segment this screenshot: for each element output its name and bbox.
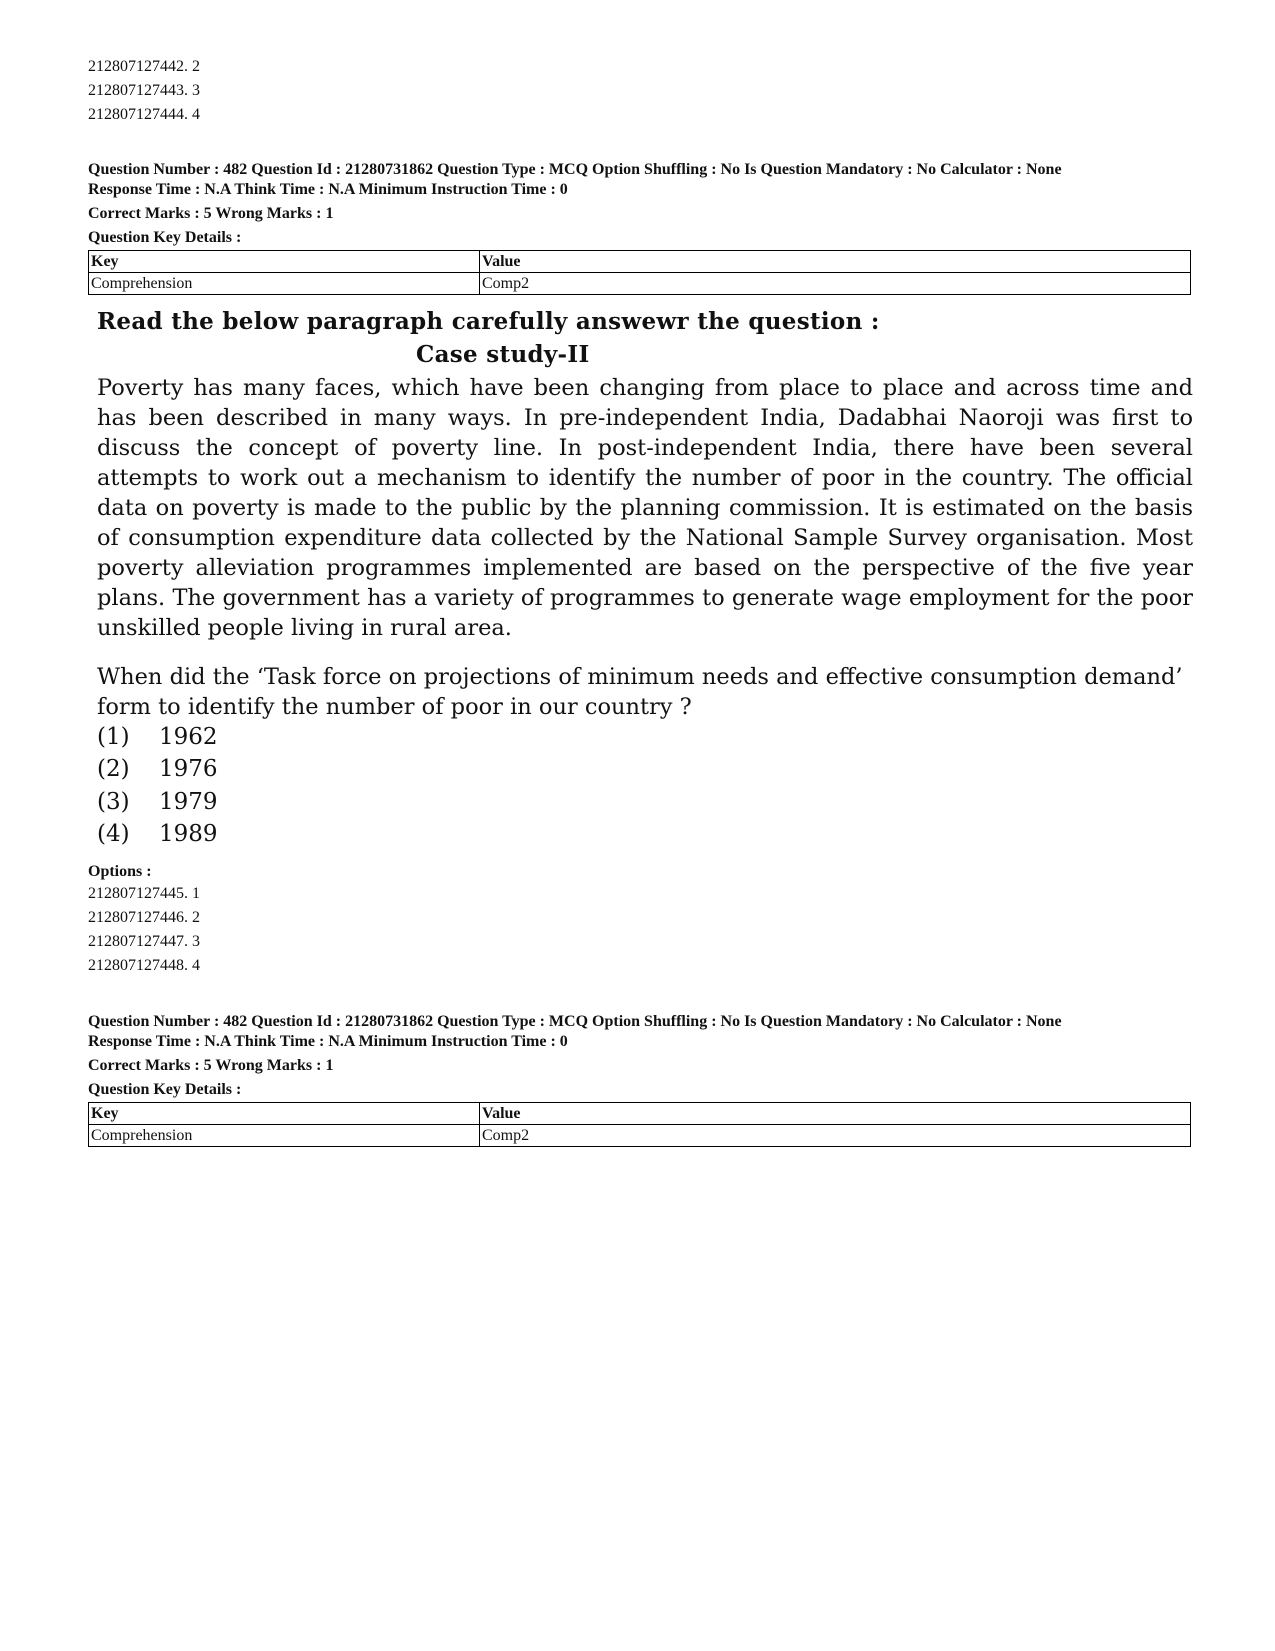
value-cell: Comp2 xyxy=(480,273,1191,295)
passage-subheading: Case study-II xyxy=(416,341,590,368)
question-meta-line1: Question Number : 482 Question Id : 21280731862 Question Type : MCQ Option Shuffling : No Is Question Mandatory : No Calculator : None xyxy=(88,161,1062,178)
key-cell: Comprehension xyxy=(89,273,480,295)
choice-number: (3) xyxy=(97,789,130,815)
prev-option-2: 212807127442. 2 xyxy=(88,58,200,75)
passage-heading: Read the below paragraph carefully answewr the question : xyxy=(97,308,880,335)
question-key-table xyxy=(88,1102,1191,1147)
key-details-label: Question Key Details : xyxy=(88,229,242,246)
question-text: When did the ‘Task force on projections of minimum needs and effective consumption demand’ form to identify the number of poor in our country ? xyxy=(97,664,1183,720)
choice-2 xyxy=(97,756,218,782)
option-3: 212807127447. 3 xyxy=(88,933,200,950)
choice-text: 1976 xyxy=(159,756,218,782)
choice-1 xyxy=(97,724,218,750)
value-header: Value xyxy=(480,1103,1191,1125)
marks-line: Correct Marks : 5 Wrong Marks : 1 xyxy=(88,1057,334,1074)
choice-number: (1) xyxy=(97,724,130,750)
value-header: Value xyxy=(480,251,1191,273)
option-2: 212807127446. 2 xyxy=(88,909,200,926)
prev-option-4: 212807127444. 4 xyxy=(88,106,200,123)
marks-line: Correct Marks : 5 Wrong Marks : 1 xyxy=(88,205,334,222)
key-header: Key xyxy=(89,251,480,273)
question-key-table xyxy=(88,250,1191,295)
question-meta-line2: Response Time : N.A Think Time : N.A Minimum Instruction Time : 0 xyxy=(88,181,568,198)
question-meta-line1: Question Number : 482 Question Id : 21280731862 Question Type : MCQ Option Shuffling : No Is Question Mandatory : No Calculator : None xyxy=(88,1013,1062,1030)
choice-number: (4) xyxy=(97,821,130,847)
choice-4 xyxy=(97,821,218,847)
choice-text: 1989 xyxy=(159,821,218,847)
choice-text: 1962 xyxy=(159,724,218,750)
question-meta-line2: Response Time : N.A Think Time : N.A Minimum Instruction Time : 0 xyxy=(88,1033,568,1050)
option-4: 212807127448. 4 xyxy=(88,957,200,974)
value-cell: Comp2 xyxy=(480,1125,1191,1147)
prev-option-3: 212807127443. 3 xyxy=(88,82,200,99)
options-label: Options : xyxy=(88,863,152,880)
key-cell: Comprehension xyxy=(89,1125,480,1147)
choice-text: 1979 xyxy=(159,789,218,815)
choice-number: (2) xyxy=(97,756,130,782)
passage-text: Poverty has many faces, which have been changing from place to place and across time and has been described in many ways. In pre-independent India, Dadabhai Naoroji was first to discuss the concept of poverty line. In post-independent India, there have been several attempts to work out a mechanism to identify the number of poor in the country. The official data on poverty is made to the public by the planning commission. It is estimated on the basis of consumption expenditure data collected by the National Sample Survey organisation. Most poverty alleviation programmes implemented are based on the perspective of the five year plans. The government has a variety of programmes to generate wage employment for the poor unskilled people living in rural area. xyxy=(97,375,1193,641)
option-1: 212807127445. 1 xyxy=(88,885,200,902)
key-details-label: Question Key Details : xyxy=(88,1081,242,1098)
key-header: Key xyxy=(89,1103,480,1125)
choice-3 xyxy=(97,789,218,815)
